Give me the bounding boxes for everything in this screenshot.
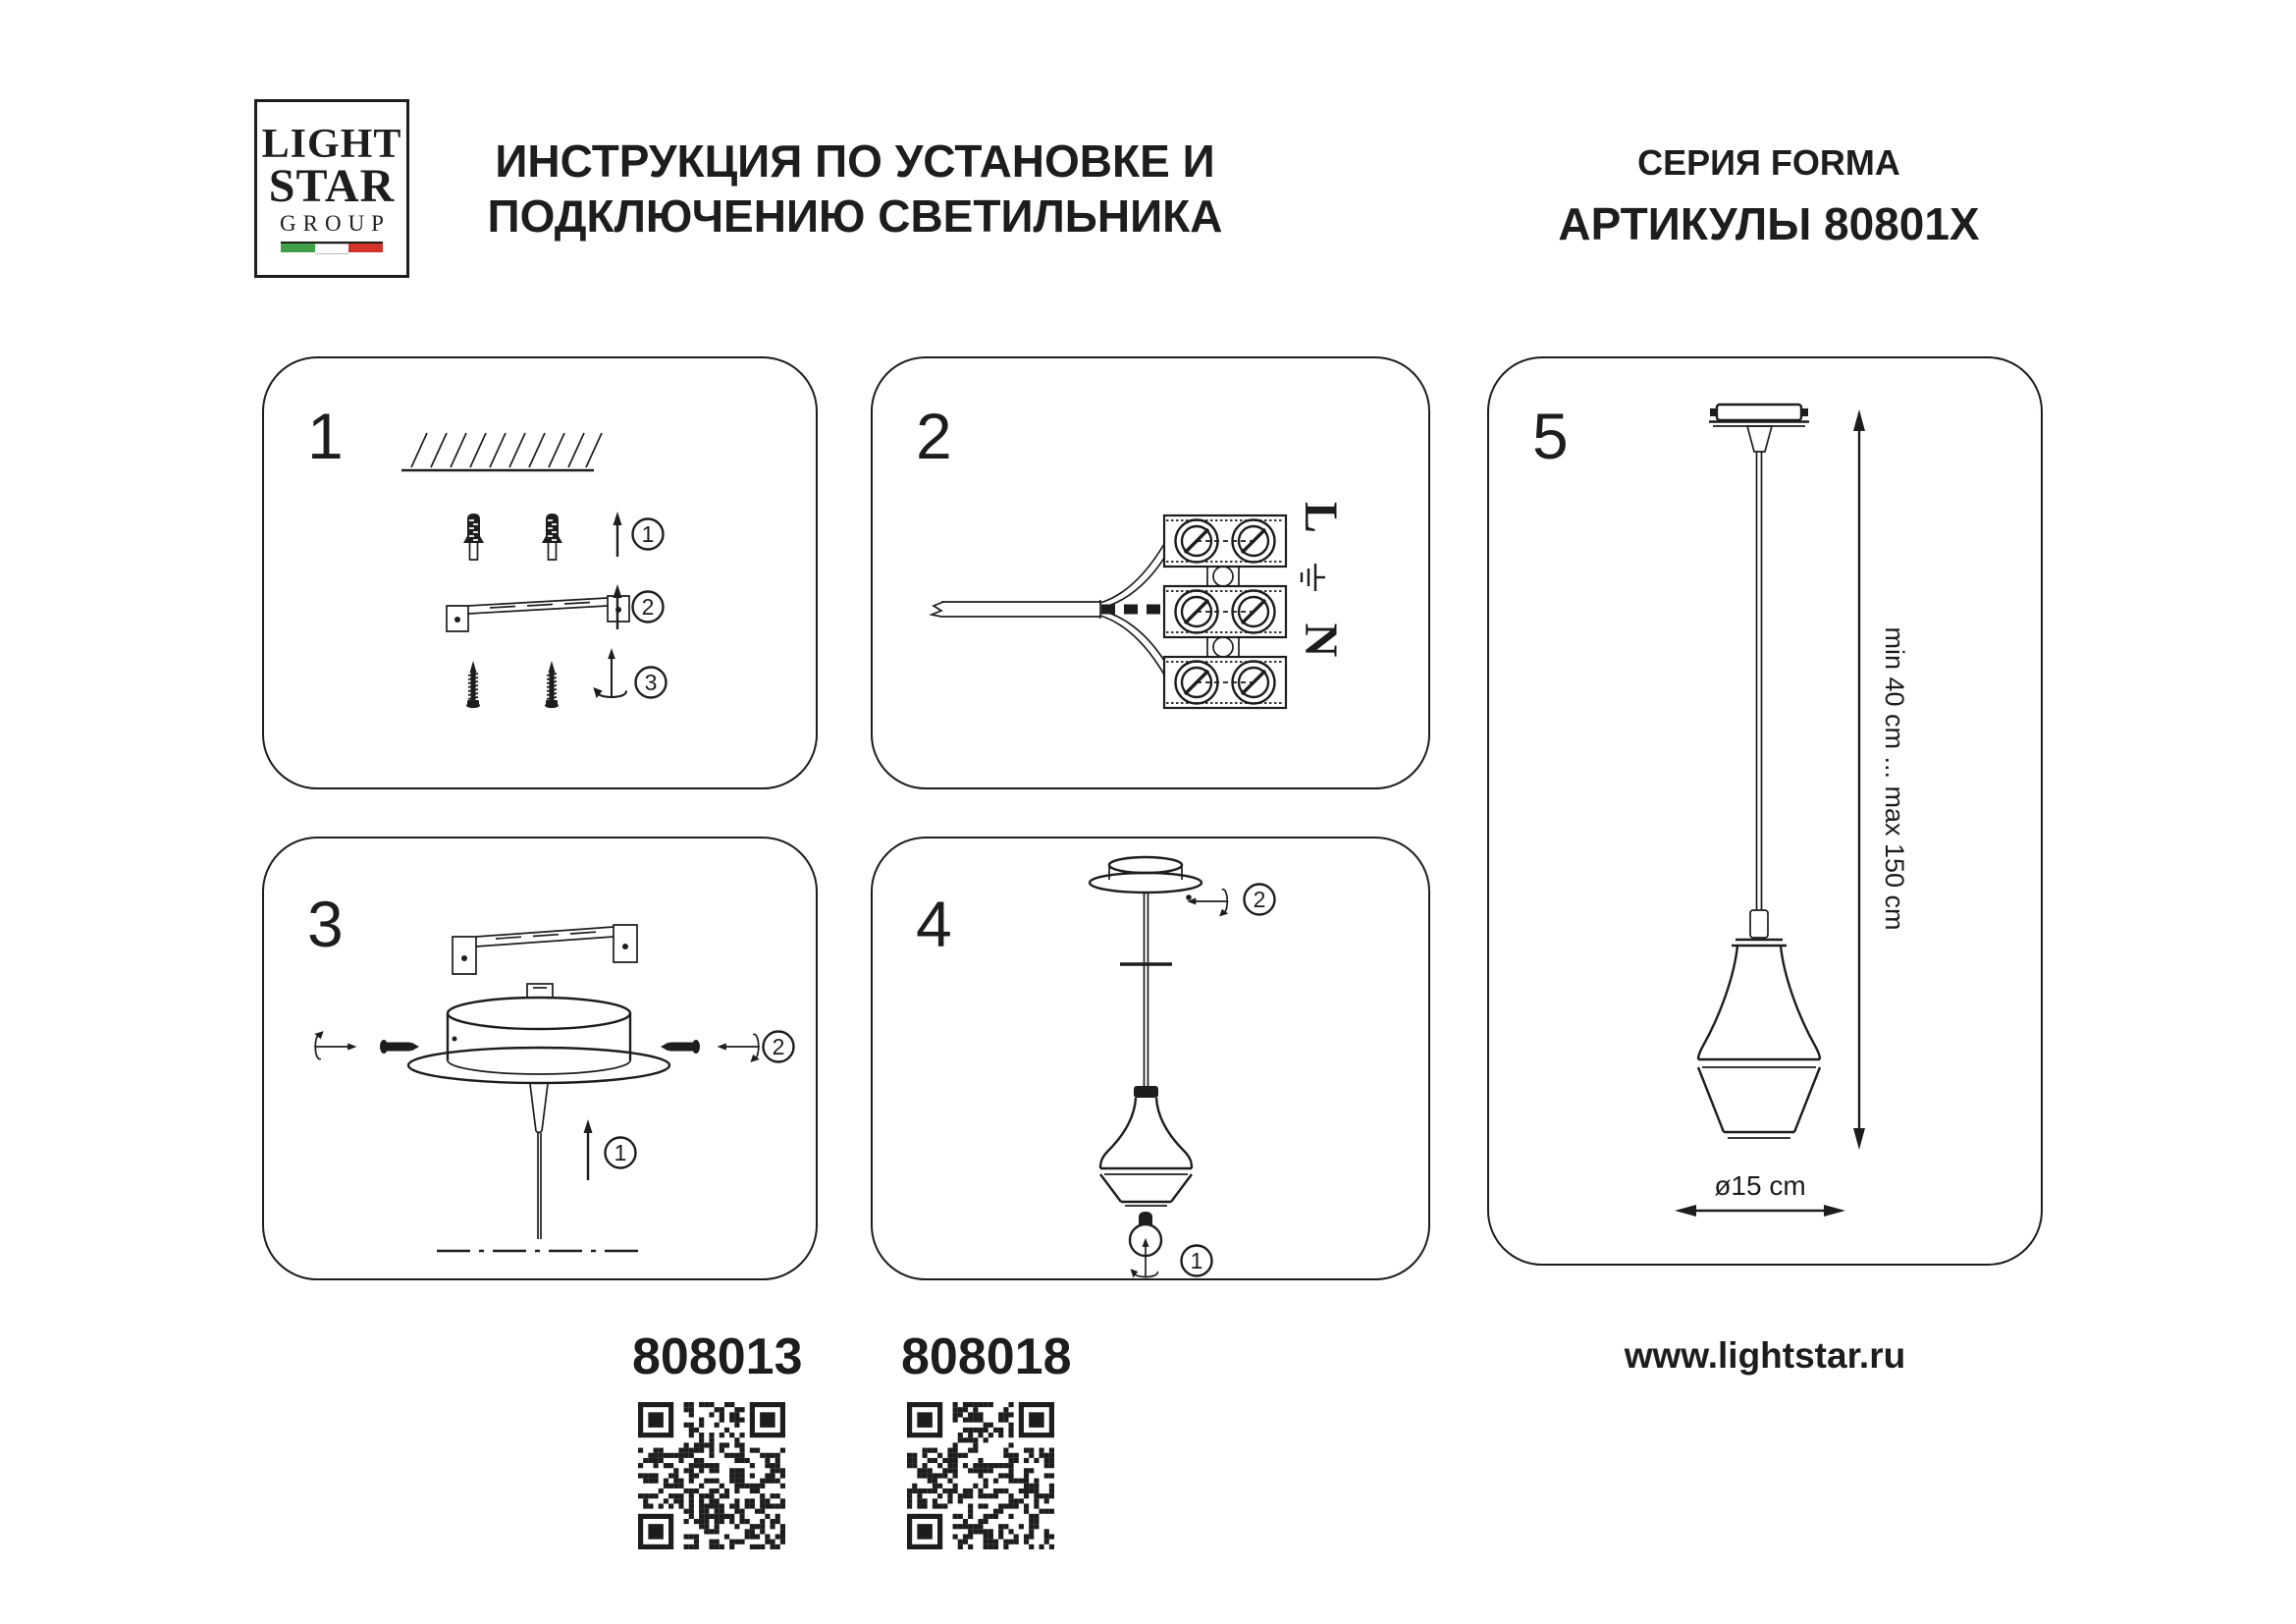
terminal-block-L	[1164, 515, 1286, 567]
height-dimension-arrow	[1853, 409, 1865, 1150]
up-arrow-icon	[584, 1119, 593, 1180]
article-number-right: 808018	[901, 1328, 1072, 1385]
step4-illustration	[873, 839, 1428, 1278]
step3-panel	[262, 837, 818, 1280]
step5-panel	[1487, 356, 2043, 1266]
title-line-1: ИНСТРУКЦИЯ ПО УСТАНОВКЕ И	[495, 135, 1215, 187]
callout-2-badge	[1245, 885, 1275, 915]
diameter-dimension-arrow	[1675, 1205, 1845, 1217]
svg-text:1: 1	[1190, 1248, 1203, 1273]
step2-panel	[871, 356, 1430, 789]
ceiling-canopy	[1090, 857, 1201, 900]
step2-illustration	[873, 358, 1428, 787]
svg-text:2: 2	[641, 594, 655, 620]
mounting-bracket	[453, 925, 637, 974]
rotation-icon	[314, 1031, 356, 1058]
cord-grip-and-cable	[530, 1084, 548, 1239]
page-title	[443, 134, 1267, 244]
terminal-block-N	[1164, 657, 1286, 708]
step1-illustration	[264, 358, 816, 787]
suspension-cord	[1120, 893, 1172, 1086]
step4-number: 4	[916, 888, 952, 960]
callout-1-badge	[1182, 1246, 1212, 1276]
logo-line-group: GROUP	[280, 211, 391, 236]
ceiling-hatch	[401, 433, 602, 470]
flag-green-segment	[281, 244, 315, 252]
callout-2-badge	[764, 1032, 794, 1062]
height-dimension-label: min 40 cm ... max 150 cm	[1880, 626, 1909, 931]
step1-panel	[262, 356, 818, 789]
ceiling-plate	[1709, 405, 1809, 452]
rotation-icon	[1131, 1238, 1158, 1278]
diameter-dimension-label: ø15 cm	[1714, 1170, 1806, 1201]
svg-text:1: 1	[641, 521, 655, 547]
ceiling-canopy	[408, 984, 669, 1083]
website-link[interactable]: www.lightstar.ru	[1624, 1335, 1906, 1376]
callout-1-badge	[633, 519, 664, 550]
step3-number: 3	[307, 888, 344, 960]
lamp-shade	[1698, 940, 1820, 1138]
callout-1-badge	[606, 1138, 636, 1168]
callout-2-badge	[633, 592, 664, 623]
up-arrow-icon	[614, 584, 622, 629]
lamp-shade	[1100, 1086, 1192, 1206]
supply-cable	[932, 600, 1100, 619]
suspension-cord	[1750, 452, 1768, 938]
step4-panel	[871, 837, 1430, 1280]
wall-plug-icon	[542, 514, 562, 560]
series-name: СЕРИЯ FORMA	[1637, 142, 1900, 183]
wire-to-neutral-terminal	[1100, 611, 1169, 675]
step5-illustration	[1489, 358, 2041, 1264]
series-block	[1558, 143, 1980, 249]
up-arrow-icon	[614, 512, 622, 557]
rotation-icon	[1187, 890, 1228, 917]
rotation-icon	[593, 648, 626, 698]
earth-symbol	[1302, 564, 1325, 591]
terminal-block-assembly	[1164, 515, 1286, 708]
logo-line-star: STAR	[268, 160, 396, 212]
logo-line-light: LIGHT	[261, 122, 402, 167]
screw-icon	[380, 1040, 419, 1054]
lightstar-logo	[254, 99, 409, 278]
block-joint-hole	[1213, 567, 1233, 586]
article-number-left: 808013	[632, 1328, 803, 1385]
wire-to-line-terminal	[1100, 544, 1169, 608]
svg-text:2: 2	[772, 1034, 785, 1059]
callout-3-badge	[636, 668, 667, 698]
step2-number: 2	[916, 400, 952, 472]
title-line-2: ПОДКЛЮЧЕНИЮ СВЕТИЛЬНИКА	[487, 190, 1223, 242]
flag-red-segment	[348, 244, 383, 252]
block-joint-hole	[1213, 637, 1233, 657]
screw-icon	[466, 661, 480, 708]
svg-text:1: 1	[614, 1140, 627, 1165]
svg-text:2: 2	[1253, 887, 1266, 912]
flag-white-segment	[315, 244, 349, 254]
step3-illustration	[264, 839, 816, 1278]
italian-flag-stripe	[281, 242, 383, 252]
articles-code: АРТИКУЛЫ 80801X	[1558, 198, 1980, 249]
screw-icon	[545, 661, 559, 708]
mounting-bracket	[447, 596, 629, 631]
screw-icon	[661, 1040, 700, 1054]
qr-code-left	[638, 1402, 785, 1549]
line-terminal-label: L	[1295, 501, 1347, 534]
svg-text:3: 3	[644, 670, 658, 695]
terminal-block-earth	[1164, 586, 1286, 637]
qr-code-right	[907, 1402, 1054, 1549]
neutral-terminal-label: N	[1295, 623, 1347, 658]
rotation-icon	[718, 1034, 760, 1061]
step1-number: 1	[307, 400, 344, 472]
step5-number: 5	[1532, 400, 1569, 472]
wall-plug-icon	[463, 514, 484, 560]
